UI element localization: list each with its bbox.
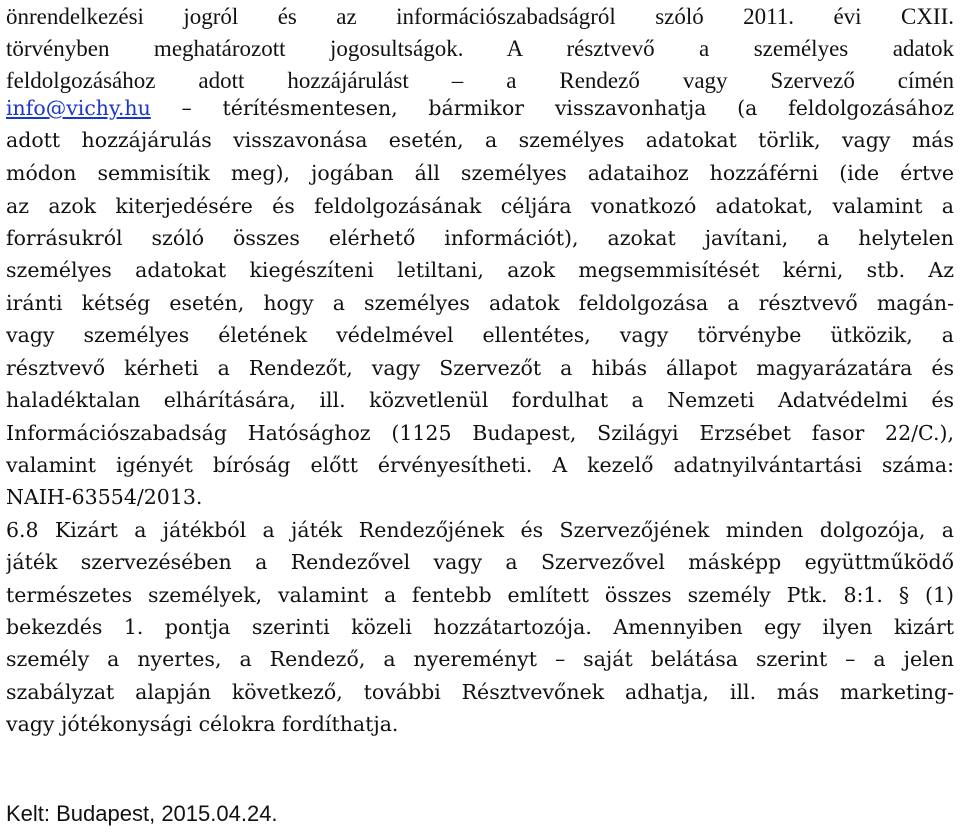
- text-line: feldolgozásához adott hozzájárulást – a Rendező vagy Szervező címén: [6, 68, 954, 93]
- text-line-with-email: [6, 92, 954, 125]
- text-line: iránti kétség esetén, hogy a személyes adatok feldolgozása a résztvevő magán-: [6, 291, 954, 315]
- text-line: személyes adatokat kiegészíteni letiltani, azok megsemmisítését kérni, stb. Az: [6, 258, 954, 282]
- text-line: módon semmisítik meg), jogában áll személyes adataihoz hozzáférni (ide értve: [6, 161, 954, 185]
- text-line: vagy személyes életének védelmével ellentétes, vagy törvénybe ütközik, a: [6, 323, 954, 347]
- text-line: az azok kiterjedésére és feldolgozásának céljára vonatkozó adatokat, valamint a: [6, 194, 954, 218]
- text-fragment: – térítésmentesen, bármikor visszavonhatja (a feldolgozásához: [181, 96, 954, 120]
- text-line: önrendelkezési jogról és az információszabadságról szóló 2011. évi CXII.: [6, 4, 954, 29]
- text-line: bekezdés 1. pontja szerinti közeli hozzátartozója. Amennyiben egy ilyen kizárt: [6, 615, 954, 639]
- text-line: személy a nyertes, a Rendező, a nyereményt – saját belátása szerint – a jelen: [6, 647, 954, 671]
- text-line: szabályzat alapján következő, további Résztvevőnek adhatja, ill. más marketing-: [6, 680, 954, 704]
- email-link[interactable]: info@vichy.hu: [6, 96, 151, 120]
- text-line: NAIH-63554/2013.: [6, 485, 203, 509]
- text-line: természetes személyek, valamint a fentebb említett összes személy Ptk. 8:1. § (1): [6, 583, 954, 607]
- text-line: játék szervezésében a Rendezővel vagy a Szervezővel másképp együttműködő: [6, 550, 954, 574]
- text-line: 6.8 Kizárt a játékból a játék Rendezőjének és Szervezőjének minden dolgozója, a: [6, 518, 954, 542]
- text-line: résztvevő kérheti a Rendezőt, vagy Szervezőt a hibás állapot magyarázatára és: [6, 356, 954, 380]
- text-line: adott hozzájárulás visszavonása esetén, a személyes adatokat törlik, vagy más: [6, 128, 954, 152]
- text-line: vagy jótékonysági célokra fordíthatja.: [6, 712, 399, 736]
- signature-date: Kelt: Budapest, 2015.04.24.: [6, 801, 278, 826]
- text-line: valamint igényét bíróság előtt érvényesítheti. A kezelő adatnyilvántartási száma:: [6, 453, 954, 477]
- text-line: haladéktalan elhárítására, ill. közvetlenül fordulhat a Nemzeti Adatvédelmi és: [6, 388, 954, 412]
- text-line: forrásukról szóló összes elérhető információt), azokat javítani, a helytelen: [6, 226, 954, 250]
- text-line: törvényben meghatározott jogosultságok. A résztvevő a személyes adatok: [6, 36, 954, 61]
- text-line: Információszabadság Hatósághoz (1125 Budapest, Szilágyi Erzsébet fasor 22/C.),: [6, 421, 954, 445]
